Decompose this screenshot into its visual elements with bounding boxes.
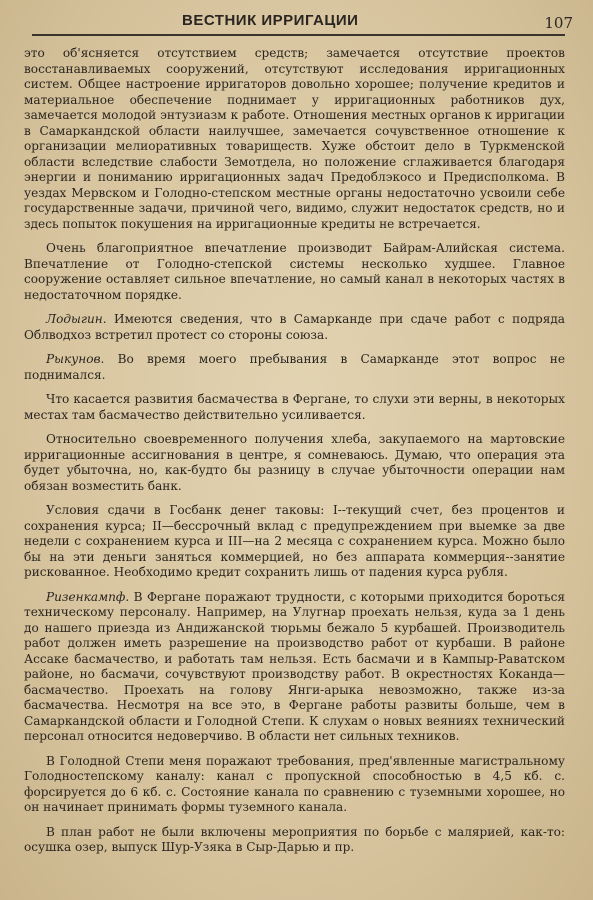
- body-text: [24, 46, 565, 856]
- paragraph: Относительно своевременного получения хлеба, закупаемого на мартовские ирригационные ассигнования в центре, я сомневаюсь. Думаю, что операция эта будет убыточна, но, как-будто бы разницу в случае убыточности операции нам обязан возместить банк.: [24, 432, 565, 493]
- paragraph: Очень благоприятное впечатление производит Байрам-Алийская система. Впечатление от Голодно-степской системы несколько худшее. Главное сооружение оставляет сильное впечатление, но самый канал в некоторых частях в недостаточном порядке.: [24, 241, 565, 302]
- paragraph: Рыкунов. Во время моего пребывания в Самарканде этот вопрос не поднимался.: [24, 352, 565, 382]
- speaker-name: Рыкунов.: [46, 352, 105, 366]
- paragraph: В Голодной Степи меня поражают требования, пред'явленные магистральному Голодностепскому каналу: канал с пропускной способностью в 4,5 кб. с. форсируется до 6 кб. с. Состояние канала по сравнению с туземными хорошее, но он начинает принимать формы туземного канала.: [24, 753, 565, 814]
- speaker-name: Ризенкампф.: [46, 589, 130, 604]
- speaker-name: Лодыгин.: [46, 312, 107, 326]
- paragraph: Что касается развития басмачества в Фергане, то слухи эти верны, в некоторых местах там басмачество действительно усиливается.: [24, 392, 565, 422]
- paragraph: это об'ясняется отсутствием средств; замечается отсутствие проектов восстанавливаемых сооружений, отсутствуют исследования ирригационных систем. Общее настроение ирригаторов довольно хорошее; получение кредитов и материальное обеспечение поднимает у ирригационных работников дух, замечается молодой энтузиазм к работе. Отношения местных органов к ирригации в Самаркандской области наилучшее, замечается сочувственное отношение к организации мелиоративных товариществ. Хуже обстоит дело в Туркменской области вследствие слабости Земотдела, но положение сглаживается благодаря энергии и пониманию ирригационных задач Предоблэкосо и Предисполкома. В уездах Мервском и Голодно-степском местные органы недостаточно усвоили себе государственные задачи, причиной чего, видимо, служит недостаток средств, но и здесь попыток покушения на ирригационные кредиты не встречается.: [24, 46, 565, 231]
- page-number: 107: [544, 14, 573, 32]
- running-header: [32, 0, 573, 36]
- paragraph: Лодыгин. Имеются сведения, что в Самарканде при сдаче работ с подряда Облводхоз встретил протест со стороны союза.: [24, 312, 565, 342]
- paragraph: Ризенкампф. В Фергане поражают трудности, с которыми приходится бороться техническому персоналу. Например, на Улугнар проехать нельзя, куда за 1 день до нашего приезда из Андижанской тюрьмы бежало 5 курбашей. Производитель работ должен иметь разрешение на производство работ от курбаши. В районе Ассаке басмачество, и работать там нельзя. Есть басмачи и в Кампыр-Раватском районе, но басмачи, сочувствуют производству работ. В окрестностях Коканда—басмачество. Проехать на голову Янги-арыка невозможно, также из-за басмачества. Несмотря на все это, в Фергане работы развиты больше, чем в Самаркандской области и Голодной Степи. К слухам о новых веяниях технический персонал относится недоверчиво. В области нет сильных техников.: [24, 589, 565, 743]
- paragraph: В план работ не были включены мероприятия по борьбе с малярией, как-то: осушка озер, выпуск Шур-Узяка в Сыр-Дарью и пр.: [24, 824, 565, 854]
- paragraph: Условия сдачи в Госбанк денег таковы: I--текущий счет, без процентов и сохранения курса; II—бессрочный вклад с предупреждением при выемке за две недели с сохранением курса и III—на 2 месяца с сохранением курса. Можно было бы на эти деньги заняться коммерцией, но без аппарата коммерция--занятие рискованное. Необходимо кредит сохранить лишь от падения курса рубля.: [24, 503, 565, 579]
- journal-title: ВЕСТНИК ИРРИГАЦИИ: [182, 12, 359, 29]
